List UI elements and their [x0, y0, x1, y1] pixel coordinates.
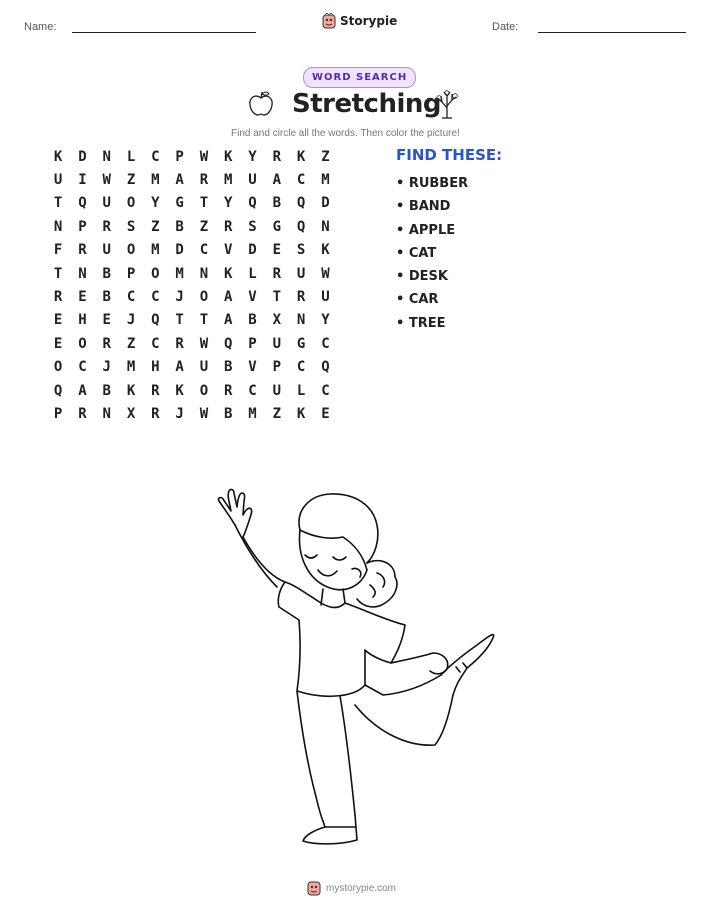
grid-letter[interactable]: O — [199, 382, 209, 399]
grid-letter[interactable]: D — [321, 195, 330, 212]
word-list — [396, 146, 502, 335]
grid-letter[interactable]: Z — [151, 218, 160, 235]
grid-letter[interactable]: K — [126, 382, 136, 399]
grid-letter[interactable]: Q — [321, 359, 330, 376]
grid-letter[interactable]: T — [199, 195, 209, 212]
grid-letter[interactable]: C — [248, 382, 257, 399]
grid-letter[interactable]: P — [248, 335, 257, 352]
grid-letter[interactable]: C — [151, 289, 160, 306]
grid-letter[interactable]: W — [199, 335, 209, 352]
grid-letter[interactable]: U — [272, 335, 282, 352]
brand-name: Storypie — [340, 14, 398, 28]
grid-letter[interactable]: B — [102, 382, 111, 399]
grid-letter[interactable]: G — [272, 218, 282, 235]
grid-letter[interactable]: T — [53, 195, 63, 212]
grid-letter[interactable]: V — [248, 289, 257, 306]
grid-letter[interactable]: Q — [224, 335, 233, 352]
name-field[interactable] — [72, 32, 256, 33]
grid-letter[interactable]: O — [126, 242, 136, 259]
find-title: FIND THESE: — [396, 146, 503, 164]
apple-icon — [248, 90, 274, 118]
grid-letter[interactable]: K — [224, 148, 233, 165]
grid-letter[interactable]: P — [272, 359, 282, 376]
grid-letter[interactable]: B — [102, 265, 111, 282]
word-item: • BAND — [396, 199, 451, 215]
grid-letter[interactable]: E — [272, 242, 282, 259]
grid-letter[interactable]: U — [199, 359, 209, 376]
grid-letter[interactable]: W — [199, 148, 209, 165]
grid-letter[interactable]: U — [272, 382, 282, 399]
grid-letter[interactable]: S — [126, 218, 136, 235]
grid-letter[interactable]: R — [296, 289, 306, 306]
grid-letter[interactable]: H — [78, 312, 87, 329]
grid-letter[interactable]: K — [296, 405, 306, 422]
grid-letter[interactable]: A — [175, 359, 184, 376]
grid-letter[interactable]: D — [78, 148, 87, 165]
grid-letter[interactable]: V — [224, 242, 233, 259]
grid-letter[interactable]: C — [151, 335, 160, 352]
grid-letter[interactable]: A — [224, 312, 233, 329]
name-label: Name: — [24, 21, 57, 33]
grid-letter[interactable]: O — [78, 335, 87, 352]
grid-letter[interactable]: X — [272, 312, 282, 329]
grid-letter[interactable]: B — [102, 289, 111, 306]
grid-letter[interactable]: K — [224, 265, 233, 282]
grid-letter[interactable]: N — [296, 312, 306, 329]
grid-letter[interactable]: S — [296, 242, 306, 259]
grid-letter[interactable]: K — [175, 382, 184, 399]
date-label: Date: — [492, 21, 519, 33]
grid-letter[interactable]: U — [321, 289, 330, 306]
grid-letter[interactable]: R — [151, 382, 160, 399]
grid-letter[interactable]: R — [78, 242, 87, 259]
grid-letter[interactable]: T — [175, 312, 184, 329]
grid-letter[interactable]: Z — [199, 218, 209, 235]
grid-letter[interactable]: R — [272, 148, 282, 165]
grid-letter[interactable]: Z — [272, 405, 282, 422]
tree-icon — [433, 90, 461, 120]
brand — [322, 13, 397, 29]
grid-letter[interactable]: C — [321, 382, 330, 399]
grid-letter[interactable]: B — [272, 195, 282, 212]
grid-letter[interactable]: R — [272, 265, 282, 282]
grid-letter[interactable]: J — [175, 405, 184, 422]
grid-letter[interactable]: T — [53, 265, 63, 282]
grid-letter[interactable]: M — [126, 359, 136, 376]
grid-letter[interactable]: N — [199, 265, 209, 282]
grid-letter[interactable]: R — [78, 405, 87, 422]
grid-letter[interactable]: R — [224, 218, 233, 235]
grid-letter[interactable]: I — [78, 172, 87, 189]
footer — [307, 880, 396, 896]
grid-letter[interactable]: H — [151, 359, 160, 376]
grid-letter[interactable]: U — [53, 172, 63, 189]
grid-letter[interactable]: U — [296, 265, 306, 282]
grid-letter[interactable]: M — [224, 172, 233, 189]
grid-letter[interactable]: M — [321, 172, 330, 189]
grid-letter[interactable]: U — [102, 195, 111, 212]
grid-letter[interactable]: L — [296, 382, 306, 399]
word-item: • CAR — [396, 292, 439, 308]
page-title: Stretching — [292, 89, 441, 119]
grid-letter[interactable]: R — [102, 218, 111, 235]
grid-letter[interactable]: P — [126, 265, 136, 282]
grid-letter[interactable]: U — [102, 242, 111, 259]
grid-letter[interactable]: M — [151, 242, 160, 259]
word-item: • APPLE — [396, 222, 456, 238]
grid-letter[interactable]: W — [199, 405, 209, 422]
grid-letter[interactable]: L — [248, 265, 257, 282]
word-item: • TREE — [396, 315, 446, 331]
grid-letter[interactable]: O — [126, 195, 136, 212]
grid-letter[interactable]: E — [53, 312, 63, 329]
letter-grid[interactable] — [46, 145, 338, 426]
grid-letter[interactable]: Q — [248, 195, 257, 212]
grid-letter[interactable]: G — [296, 335, 306, 352]
grid-letter[interactable]: Q — [53, 382, 63, 399]
grid-letter[interactable]: Y — [248, 148, 257, 165]
grid-letter[interactable]: O — [151, 265, 160, 282]
grid-letter[interactable]: N — [321, 218, 330, 235]
grid-letter[interactable]: E — [53, 335, 63, 352]
grid-letter[interactable]: O — [199, 289, 209, 306]
grid-letter[interactable]: P — [78, 218, 87, 235]
grid-letter[interactable]: F — [53, 242, 63, 259]
grid-letter[interactable]: D — [248, 242, 257, 259]
grid-letter[interactable]: R — [102, 335, 111, 352]
grid-letter[interactable]: C — [296, 172, 306, 189]
grid-letter[interactable]: C — [321, 335, 330, 352]
grid-letter[interactable]: A — [175, 172, 184, 189]
grid-letter[interactable]: N — [78, 265, 87, 282]
instructions: Find and circle all the words. Then color the picture! — [231, 128, 460, 139]
grid-letter[interactable]: L — [126, 148, 136, 165]
grid-letter[interactable]: Q — [78, 195, 87, 212]
footer-site[interactable]: mystorypie.com — [326, 882, 397, 894]
grid-letter[interactable]: B — [248, 312, 257, 329]
grid-letter[interactable]: X — [126, 405, 136, 422]
grid-letter[interactable]: N — [102, 405, 111, 422]
grid-letter[interactable]: M — [175, 265, 184, 282]
grid-letter[interactable]: Y — [321, 312, 330, 329]
grid-letter[interactable]: M — [248, 405, 257, 422]
grid-letter[interactable]: C — [296, 359, 306, 376]
grid-letter[interactable]: M — [151, 172, 160, 189]
grid-letter[interactable]: E — [321, 405, 330, 422]
grid-letter[interactable]: R — [151, 405, 160, 422]
word-search-badge: WORD SEARCH — [303, 67, 416, 88]
date-field[interactable] — [538, 32, 686, 33]
grid-letter[interactable]: R — [175, 335, 184, 352]
grid-letter[interactable]: R — [224, 382, 233, 399]
word-item: • DESK — [396, 269, 448, 285]
grid-letter[interactable]: Y — [151, 195, 160, 212]
grid-letter[interactable]: N — [102, 148, 111, 165]
grid-letter[interactable]: R — [199, 172, 209, 189]
grid-letter[interactable]: C — [126, 289, 136, 306]
grid-letter[interactable]: T — [272, 289, 282, 306]
grid-letter[interactable]: V — [248, 359, 257, 376]
grid-letter[interactable]: O — [53, 359, 63, 376]
grid-letter[interactable]: K — [296, 148, 306, 165]
grid-letter[interactable]: G — [175, 195, 184, 212]
grid-letter[interactable]: Z — [126, 172, 136, 189]
grid-letter[interactable]: C — [151, 148, 160, 165]
grid-letter[interactable]: E — [78, 289, 87, 306]
grid-letter[interactable]: N — [53, 218, 63, 235]
grid-letter[interactable]: C — [199, 242, 209, 259]
word-item: • RUBBER — [396, 176, 469, 191]
grid-letter[interactable]: C — [78, 359, 87, 376]
grid-letter[interactable]: A — [78, 382, 87, 399]
grid-letter[interactable]: P — [175, 148, 184, 165]
grid-letter[interactable]: J — [126, 312, 136, 329]
grid-letter[interactable]: R — [53, 289, 63, 306]
grid-letter[interactable]: Q — [296, 195, 306, 212]
grid-letter[interactable]: B — [224, 359, 233, 376]
storypie-logo-icon — [322, 13, 336, 29]
grid-letter[interactable]: S — [248, 218, 257, 235]
grid-letter[interactable]: K — [321, 242, 330, 259]
grid-letter[interactable]: B — [224, 405, 233, 422]
grid-letter[interactable]: Y — [224, 195, 233, 212]
grid-letter[interactable]: W — [321, 265, 330, 282]
girl-stretching-illustration[interactable] — [205, 485, 505, 850]
grid-letter[interactable]: Z — [321, 148, 330, 165]
grid-letter[interactable]: P — [53, 405, 63, 422]
grid-letter[interactable]: Q — [296, 218, 306, 235]
grid-letter[interactable]: K — [53, 148, 63, 165]
grid-letter[interactable]: B — [175, 218, 184, 235]
grid-letter[interactable]: E — [102, 312, 111, 329]
grid-letter[interactable]: J — [175, 289, 184, 306]
grid-letter[interactable]: T — [199, 312, 209, 329]
grid-letter[interactable]: A — [272, 172, 282, 189]
grid-letter[interactable]: A — [224, 289, 233, 306]
word-item: • CAT — [396, 245, 437, 261]
grid-letter[interactable]: U — [248, 172, 257, 189]
grid-letter[interactable]: D — [175, 242, 184, 259]
grid-letter[interactable]: J — [102, 359, 111, 376]
storypie-logo-icon — [307, 880, 321, 896]
grid-letter[interactable]: Z — [126, 335, 136, 352]
grid-letter[interactable]: Q — [151, 312, 160, 329]
grid-letter[interactable]: W — [102, 172, 111, 189]
